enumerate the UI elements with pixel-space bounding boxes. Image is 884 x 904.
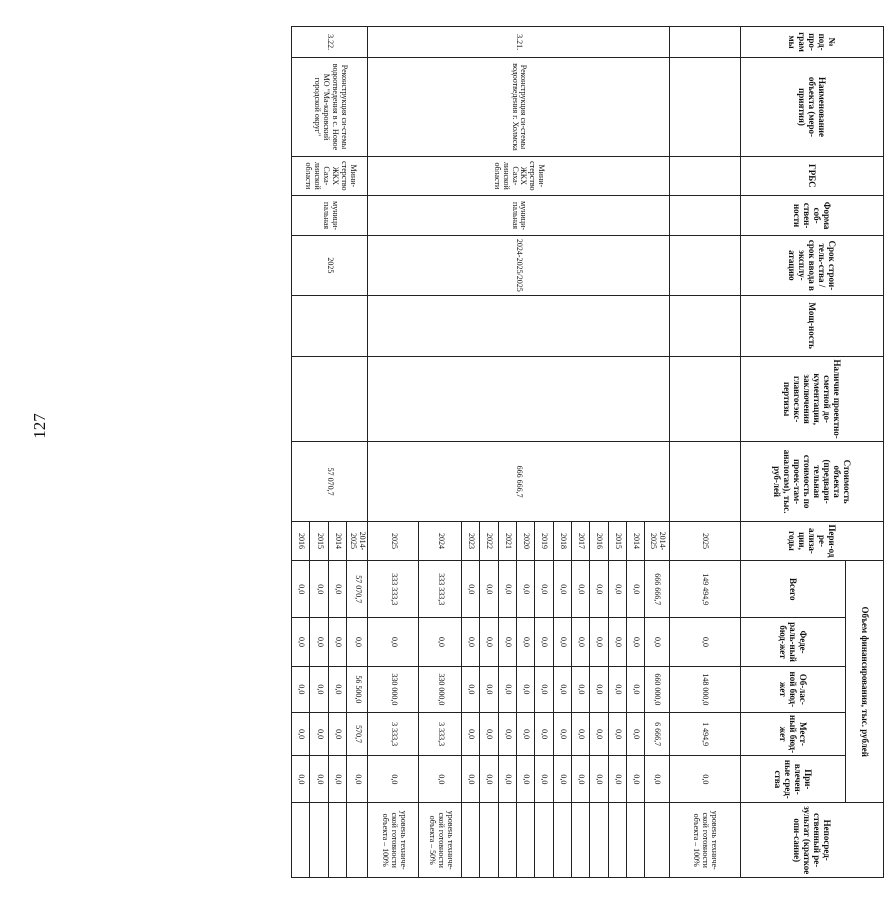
cell-reg: 0,0 bbox=[608, 666, 626, 712]
header-result: Непосред-ственный ре-зультат (краткое опи-сание) bbox=[741, 803, 884, 878]
cell-period: 2020 bbox=[516, 521, 534, 560]
cell-result bbox=[347, 803, 368, 878]
cell-reg: 0,0 bbox=[462, 666, 480, 712]
cell-power bbox=[368, 295, 669, 356]
cell-fed: 0,0 bbox=[310, 618, 328, 666]
cell-total: 333 333,3 bbox=[368, 561, 419, 618]
cell-attr: 0,0 bbox=[669, 756, 740, 803]
cell-period: 2014 bbox=[328, 521, 346, 560]
header-grbs: ГРБС bbox=[741, 156, 884, 195]
cell-fed: 0,0 bbox=[645, 618, 669, 666]
header-reg: Об-лас-ной бюд-жет bbox=[741, 666, 846, 712]
cell-result bbox=[553, 803, 571, 878]
cell-loc: 0,0 bbox=[462, 712, 480, 755]
cell-loc: 0,0 bbox=[608, 712, 626, 755]
cell-total: 0,0 bbox=[498, 561, 516, 618]
financing-table bbox=[291, 26, 884, 878]
cell-reg: 660 000,0 bbox=[645, 666, 669, 712]
header-fed: Феде-раль-ный бюд-жет bbox=[741, 618, 846, 666]
cell-loc: 570,7 bbox=[347, 712, 368, 755]
cell-fed: 0,0 bbox=[590, 618, 608, 666]
cell-total: 0,0 bbox=[535, 561, 553, 618]
cell-reg: 330 000,0 bbox=[419, 666, 462, 712]
cell-total: 666 666,7 bbox=[645, 561, 669, 618]
cell-name: Реконструкция си-стемы водоотведения г. Холмска bbox=[368, 58, 669, 157]
cell-reg: 0,0 bbox=[626, 666, 644, 712]
cell-total: 0,0 bbox=[608, 561, 626, 618]
cell-empty bbox=[669, 27, 740, 58]
cell-period: 2023 bbox=[462, 521, 480, 560]
cell-fed: 0,0 bbox=[516, 618, 534, 666]
cell-reg: 148 000,0 bbox=[669, 666, 740, 712]
cell-form: муници-пальная bbox=[292, 195, 368, 235]
cell-grbs: Мини-стерство ЖКХ Саха-линской области bbox=[292, 156, 368, 195]
header-finance: Объем финансирования, тыс. рублей bbox=[846, 561, 884, 803]
cell-attr: 0,0 bbox=[516, 756, 534, 803]
cell-period: 2015 bbox=[608, 521, 626, 560]
cell-reg: 0,0 bbox=[310, 666, 328, 712]
cell-period: 2015 bbox=[310, 521, 328, 560]
cell-result: уровень техниче-ской готовности объекта – 100% bbox=[669, 803, 740, 878]
table-row bbox=[347, 27, 368, 878]
cell-total: 0,0 bbox=[328, 561, 346, 618]
cell-fed: 0,0 bbox=[626, 618, 644, 666]
cell-total: 0,0 bbox=[571, 561, 589, 618]
cell-result bbox=[626, 803, 644, 878]
cell-attr: 0,0 bbox=[553, 756, 571, 803]
cell-attr: 0,0 bbox=[368, 756, 419, 803]
cell-grbs: Мини-стерство ЖКХ Саха-линской области bbox=[368, 156, 669, 195]
cell-loc: 0,0 bbox=[498, 712, 516, 755]
cell-reg: 0,0 bbox=[292, 666, 310, 712]
cell-attr: 0,0 bbox=[608, 756, 626, 803]
cell-period: 2025 bbox=[669, 521, 740, 560]
cell-fed: 0,0 bbox=[462, 618, 480, 666]
cell-period: 2014-2025 bbox=[347, 521, 368, 560]
cell-result: уровень техниче-ской готовности объекта – 100% bbox=[368, 803, 419, 878]
cell-psd bbox=[368, 356, 669, 442]
cell-result: уровень техниче-ской готовности объекта – 50% bbox=[419, 803, 462, 878]
cell-attr: 0,0 bbox=[347, 756, 368, 803]
cell-empty bbox=[669, 156, 740, 195]
cell-result bbox=[498, 803, 516, 878]
cell-total: 0,0 bbox=[516, 561, 534, 618]
cell-num: 3.21. bbox=[368, 27, 669, 58]
cell-attr: 0,0 bbox=[480, 756, 498, 803]
cell-result bbox=[328, 803, 346, 878]
header-name: Наименование объекта (меро-приятия) bbox=[741, 58, 884, 157]
cell-period: 2018 bbox=[553, 521, 571, 560]
cell-fed: 0,0 bbox=[553, 618, 571, 666]
cell-period: 2024 bbox=[419, 521, 462, 560]
cell-total: 0,0 bbox=[626, 561, 644, 618]
page-number: 127 bbox=[30, 413, 49, 439]
cell-loc: 0,0 bbox=[590, 712, 608, 755]
cell-total: 0,0 bbox=[590, 561, 608, 618]
cell-attr: 0,0 bbox=[645, 756, 669, 803]
cell-period: 2017 bbox=[571, 521, 589, 560]
cell-loc: 3 333,3 bbox=[419, 712, 462, 755]
cell-total: 149 494,9 bbox=[669, 561, 740, 618]
cell-reg: 0,0 bbox=[516, 666, 534, 712]
cell-result bbox=[535, 803, 553, 878]
cell-empty bbox=[669, 442, 740, 521]
cell-attr: 0,0 bbox=[419, 756, 462, 803]
cell-attr: 0,0 bbox=[535, 756, 553, 803]
cell-reg: 56 500,0 bbox=[347, 666, 368, 712]
header-form: Форма соб-ствен-ности bbox=[741, 195, 884, 235]
cell-loc: 0,0 bbox=[535, 712, 553, 755]
cell-fed: 0,0 bbox=[571, 618, 589, 666]
cell-total: 0,0 bbox=[553, 561, 571, 618]
cell-reg: 0,0 bbox=[535, 666, 553, 712]
rotated-table-wrapper bbox=[291, 26, 884, 878]
cell-reg: 0,0 bbox=[498, 666, 516, 712]
cell-loc: 0,0 bbox=[571, 712, 589, 755]
cell-attr: 0,0 bbox=[462, 756, 480, 803]
cell-loc: 3 333,3 bbox=[368, 712, 419, 755]
header-cost: Стоимость объекта (предвари-тельная стоимость по проек-там-аналогам), тыс. руб-лей bbox=[741, 442, 884, 521]
cell-empty bbox=[669, 236, 740, 295]
cell-fed: 0,0 bbox=[328, 618, 346, 666]
cell-loc: 0,0 bbox=[480, 712, 498, 755]
cell-period: 2014 bbox=[626, 521, 644, 560]
cell-total: 333 333,3 bbox=[419, 561, 462, 618]
cell-loc: 0,0 bbox=[553, 712, 571, 755]
cell-name: Реконструкция си-стемы водоотведения в с. Новое МО "Ма-каровский городской округ" bbox=[292, 58, 368, 157]
cell-empty bbox=[669, 295, 740, 356]
cell-total: 0,0 bbox=[292, 561, 310, 618]
cell-period: 2022 bbox=[480, 521, 498, 560]
cell-reg: 0,0 bbox=[480, 666, 498, 712]
table-row bbox=[645, 27, 669, 878]
cell-loc: 1 494,9 bbox=[669, 712, 740, 755]
header-psd: Наличие проектно-сметной до-кументации, заключения главгосэкс-пертизы bbox=[741, 356, 884, 442]
cell-attr: 0,0 bbox=[626, 756, 644, 803]
cell-result bbox=[462, 803, 480, 878]
header-attr: При-влечен-ные сред-ства bbox=[741, 756, 846, 803]
cell-cost: 666 666,7 bbox=[368, 442, 669, 521]
cell-fed: 0,0 bbox=[608, 618, 626, 666]
cell-fed: 0,0 bbox=[498, 618, 516, 666]
cell-total: 0,0 bbox=[310, 561, 328, 618]
cell-result bbox=[516, 803, 534, 878]
cell-period: 2019 bbox=[535, 521, 553, 560]
cell-result bbox=[480, 803, 498, 878]
cell-result bbox=[310, 803, 328, 878]
cell-reg: 0,0 bbox=[590, 666, 608, 712]
cell-period: 2016 bbox=[590, 521, 608, 560]
cell-loc: 0,0 bbox=[328, 712, 346, 755]
cell-period: 2016 bbox=[292, 521, 310, 560]
cell-period: 2021 bbox=[498, 521, 516, 560]
cell-loc: 6 666,7 bbox=[645, 712, 669, 755]
cell-fed: 0,0 bbox=[347, 618, 368, 666]
header-term: Срок строи-тель-ства / срок ввода в эксплу-атацию bbox=[741, 236, 884, 295]
cell-total: 57 070,7 bbox=[347, 561, 368, 618]
header-period: Пери-од ре-ализа-ции, годы bbox=[741, 521, 884, 560]
cell-empty bbox=[669, 58, 740, 157]
cell-attr: 0,0 bbox=[292, 756, 310, 803]
cell-fed: 0,0 bbox=[480, 618, 498, 666]
cell-reg: 0,0 bbox=[553, 666, 571, 712]
cell-fed: 0,0 bbox=[368, 618, 419, 666]
cell-reg: 0,0 bbox=[328, 666, 346, 712]
header-num: № под-про-грам мы bbox=[741, 27, 884, 58]
cell-term: 2025 bbox=[292, 236, 368, 295]
cell-cost: 57 070,7 bbox=[292, 442, 368, 521]
cell-empty bbox=[669, 195, 740, 235]
cell-loc: 0,0 bbox=[516, 712, 534, 755]
cell-attr: 0,0 bbox=[571, 756, 589, 803]
cell-fed: 0,0 bbox=[419, 618, 462, 666]
cell-result bbox=[292, 803, 310, 878]
header-total: Всего bbox=[741, 561, 846, 618]
cell-power bbox=[292, 295, 368, 356]
cell-fed: 0,0 bbox=[292, 618, 310, 666]
cell-attr: 0,0 bbox=[328, 756, 346, 803]
cell-loc: 0,0 bbox=[292, 712, 310, 755]
cell-empty bbox=[669, 356, 740, 442]
header-loc: Мест-ный бюд-жет bbox=[741, 712, 846, 755]
cell-term: 2024-2025/2025 bbox=[368, 236, 669, 295]
cell-result bbox=[645, 803, 669, 878]
cell-psd bbox=[292, 356, 368, 442]
cell-total: 0,0 bbox=[480, 561, 498, 618]
cell-reg: 330 000,0 bbox=[368, 666, 419, 712]
cell-loc: 0,0 bbox=[626, 712, 644, 755]
cell-fed: 0,0 bbox=[669, 618, 740, 666]
cell-attr: 0,0 bbox=[310, 756, 328, 803]
cell-loc: 0,0 bbox=[310, 712, 328, 755]
header-power: Мощ-ность bbox=[741, 295, 884, 356]
cell-result bbox=[590, 803, 608, 878]
cell-fed: 0,0 bbox=[535, 618, 553, 666]
cell-period: 2025 bbox=[368, 521, 419, 560]
table-row bbox=[669, 27, 740, 878]
cell-attr: 0,0 bbox=[590, 756, 608, 803]
cell-num: 3.22. bbox=[292, 27, 368, 58]
cell-total: 0,0 bbox=[462, 561, 480, 618]
cell-result bbox=[608, 803, 626, 878]
cell-attr: 0,0 bbox=[498, 756, 516, 803]
cell-reg: 0,0 bbox=[571, 666, 589, 712]
cell-form: муници-пальная bbox=[368, 195, 669, 235]
cell-result bbox=[571, 803, 589, 878]
cell-period: 2014-2025 bbox=[645, 521, 669, 560]
